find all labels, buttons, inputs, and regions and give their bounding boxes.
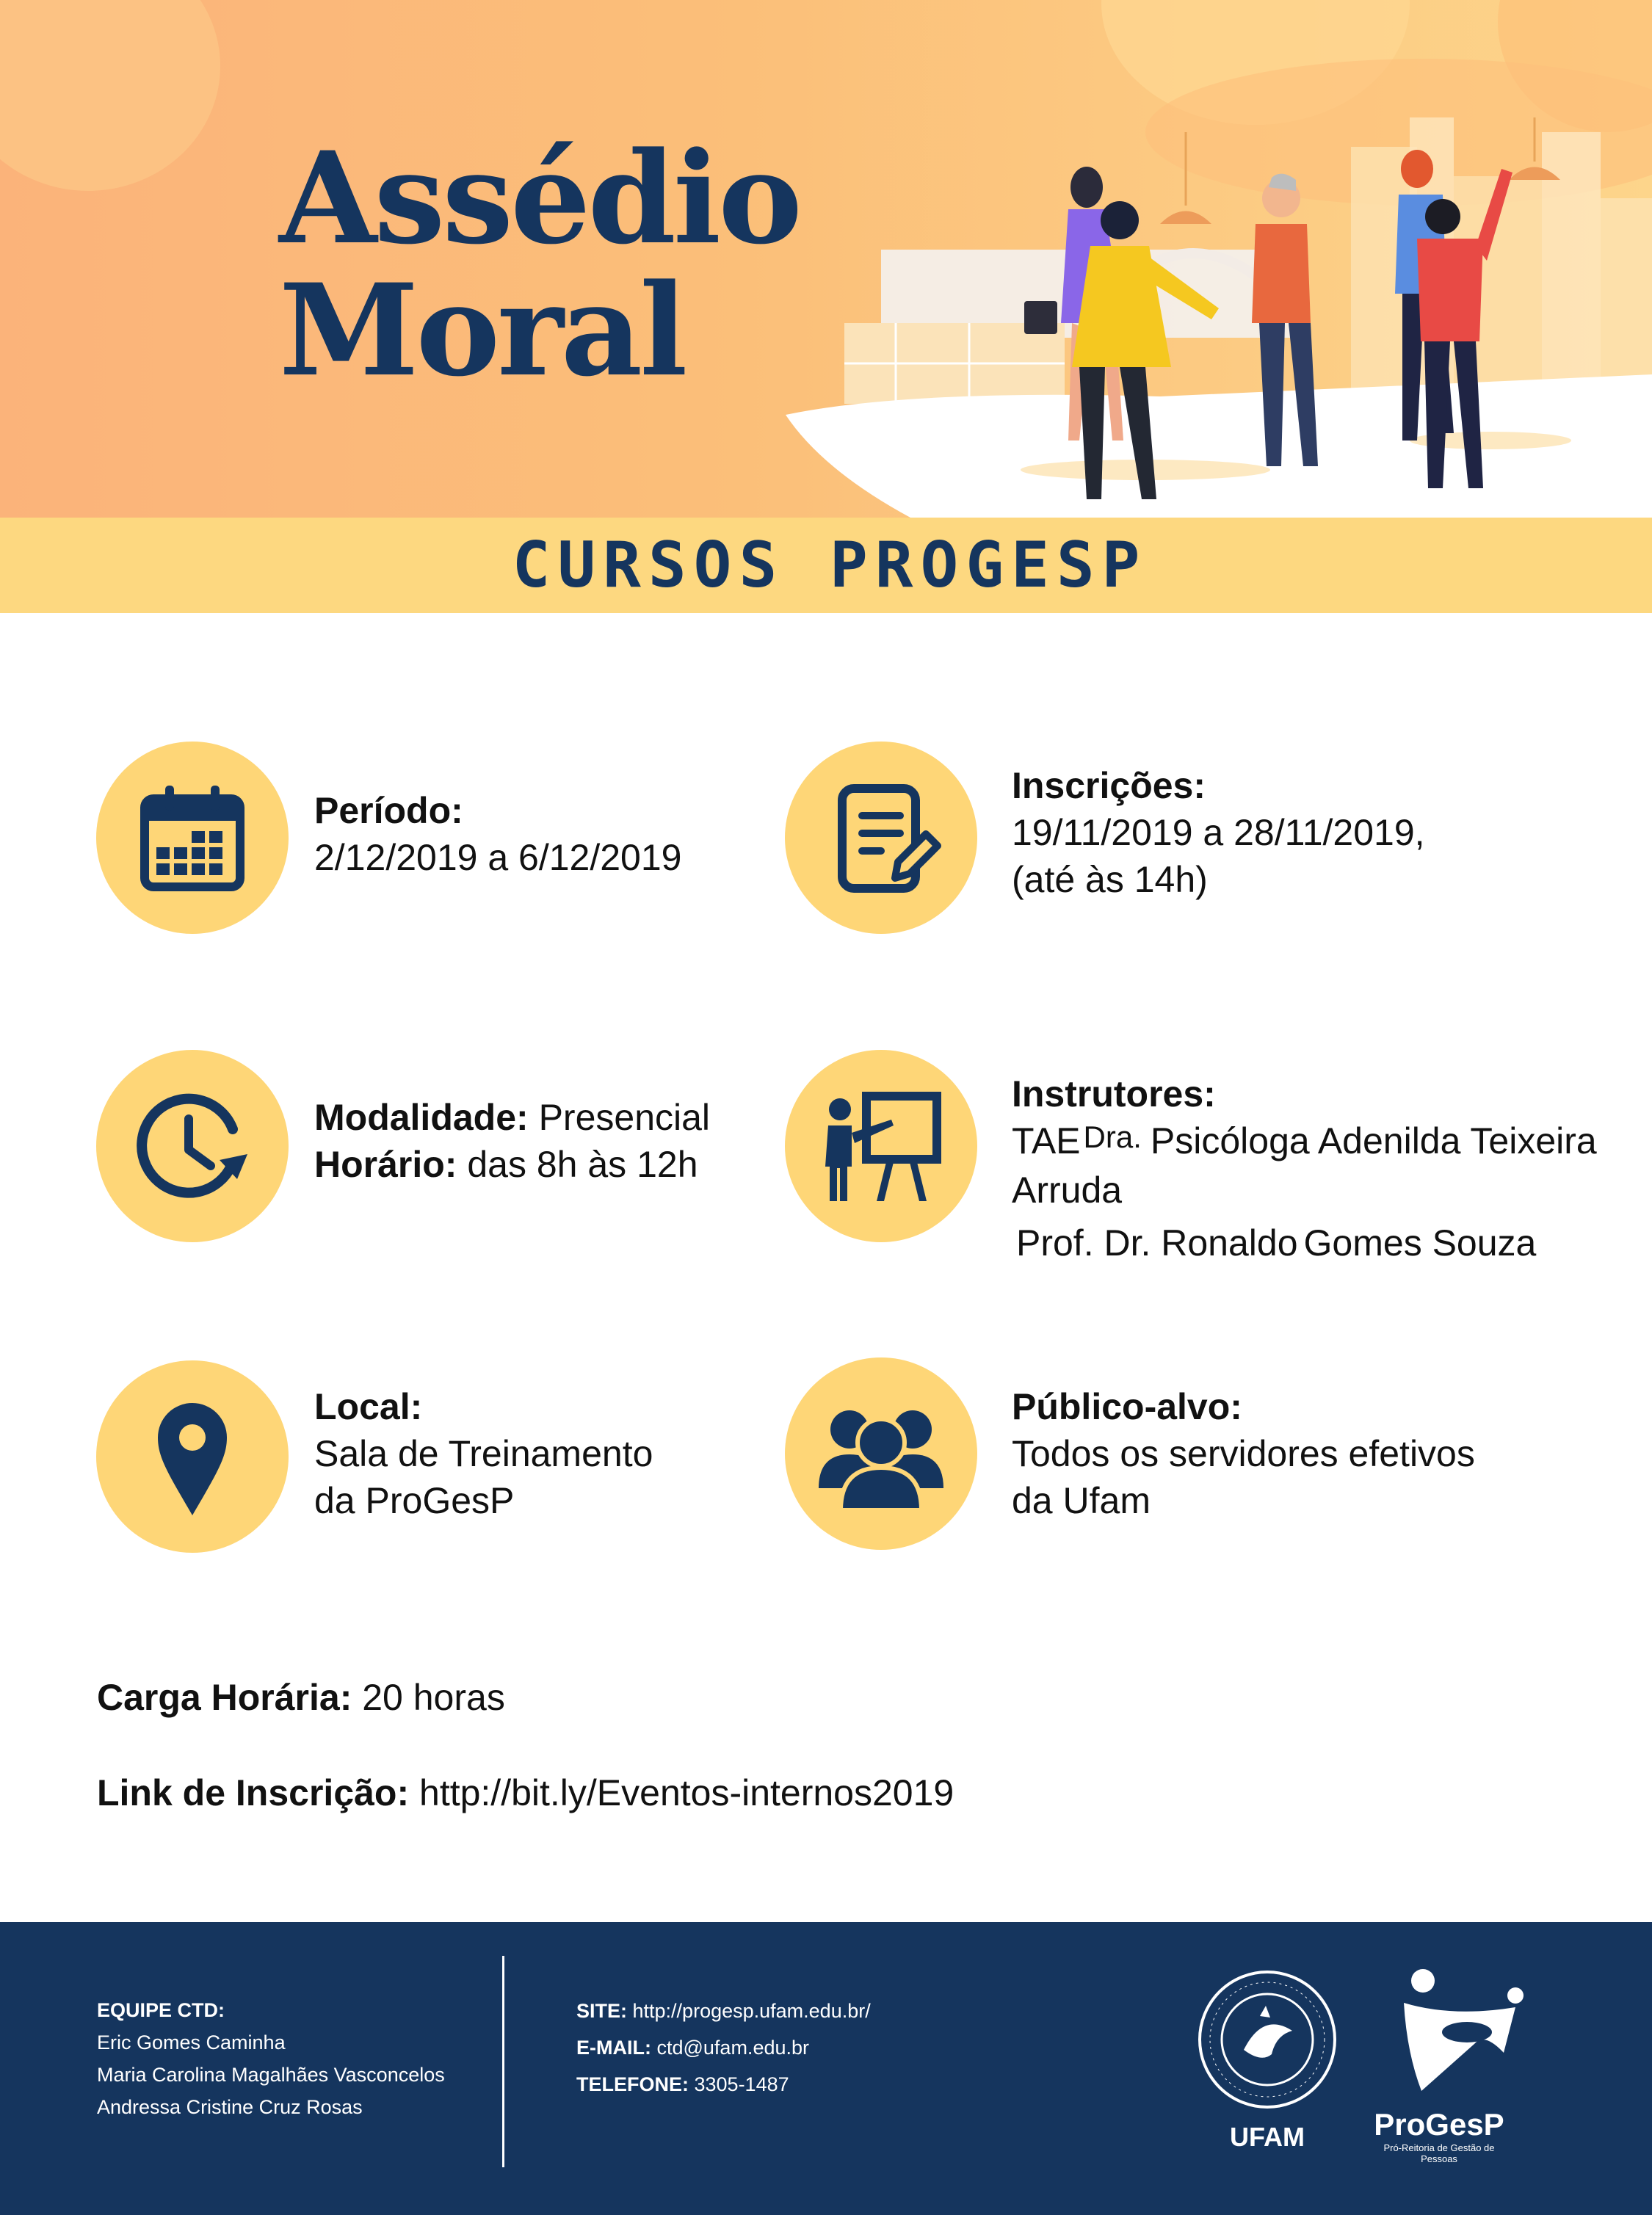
progesp-label: ProGesP [1374, 2107, 1504, 2142]
course-subtitle: CURSOS PROGESP [512, 529, 1148, 602]
decor-circle [0, 0, 220, 191]
team-block [97, 1994, 445, 2123]
instrutor-tae: TAE [1012, 1120, 1081, 1161]
modalidade-block [314, 1094, 710, 1188]
periodo-value: 2/12/2019 a 6/12/2019 [314, 837, 682, 878]
team-member: Eric Gomes Caminha [97, 2031, 286, 2053]
site-label: SITE: [576, 2000, 628, 2022]
page-title [279, 123, 800, 405]
presentation-icon [785, 1050, 977, 1242]
instrutor-prof: Prof. Dr. Ronaldo [1016, 1222, 1298, 1264]
modalidade-label: Modalidade: [314, 1097, 529, 1138]
local-line-2: da ProGesP [314, 1480, 515, 1521]
publico-line-2: da Ufam [1012, 1480, 1151, 1521]
ufam-seal-logo [1195, 1968, 1339, 2111]
email-line [576, 2029, 871, 2066]
instrutor-2-line [1012, 1219, 1597, 1266]
phone-value: 3305-1487 [689, 2073, 789, 2095]
horario-label: Horário: [314, 1144, 457, 1185]
title-line-2: Moral [279, 255, 685, 405]
team-member: Andressa Cristine Cruz Rosas [97, 2096, 363, 2118]
instrutor-1-name: Psicóloga Adenilda Teixeira [1150, 1120, 1597, 1161]
contacts-block [576, 1993, 871, 2103]
inscricoes-label: Inscrições: [1012, 765, 1206, 806]
carga-label: Carga Horária: [97, 1677, 352, 1718]
publico-line-1: Todos os servidores efetivos [1012, 1433, 1475, 1474]
modalidade-value: Presencial [528, 1097, 711, 1138]
inscricoes-block [1012, 762, 1425, 903]
ufam-label: UFAM [1230, 2122, 1305, 2152]
instrutor-dra: Dra. [1083, 1120, 1142, 1154]
link-inscricao [97, 1769, 954, 1816]
link-label: Link de Inscrição: [97, 1772, 410, 1813]
hero-banner [0, 0, 1652, 518]
group-icon [785, 1357, 977, 1550]
email-label: E-MAIL: [576, 2037, 651, 2059]
instrutor-2-name: Gomes Souza [1303, 1222, 1537, 1264]
subtitle-banner [0, 518, 1652, 613]
instrutores-label: Instrutores: [1012, 1073, 1216, 1114]
phone-line [576, 2066, 871, 2103]
instrutor-1-line [1012, 1117, 1597, 1167]
title-line-1: Assédio [279, 123, 800, 272]
team-member: Maria Carolina Magalhães Vasconcelos [97, 2064, 445, 2086]
link-value[interactable]: http://bit.ly/Eventos-internos2019 [409, 1772, 954, 1813]
location-pin-icon [96, 1360, 289, 1553]
progesp-subtitle: Pró-Reitoria de Gestão de Pessoas [1383, 2142, 1495, 2164]
horario-line [314, 1141, 710, 1188]
local-line-1: Sala de Treinamento [314, 1433, 653, 1474]
periodo-label: Período: [314, 790, 463, 831]
progesp-logo [1394, 1965, 1526, 2104]
modalidade-line [314, 1094, 710, 1141]
publico-label: Público-alvo: [1012, 1386, 1242, 1427]
footer [0, 1922, 1652, 2215]
carga-horaria [97, 1674, 505, 1721]
team-title: EQUIPE CTD: [97, 1999, 225, 2021]
people-illustration [778, 88, 1652, 518]
phone-label: TELEFONE: [576, 2073, 689, 2095]
inscricoes-dates: 19/11/2019 a 28/11/2019, [1012, 812, 1425, 853]
instrutor-1-cont: Arruda [1012, 1170, 1123, 1211]
horario-value: das 8h às 12h [457, 1144, 698, 1185]
email-value[interactable]: ctd@ufam.edu.br [651, 2037, 809, 2059]
calendar-icon [96, 742, 289, 934]
inscricoes-deadline: (até às 14h) [1012, 859, 1208, 900]
form-edit-icon [785, 742, 977, 934]
instrutores-block [1012, 1070, 1597, 1266]
clock-icon [96, 1050, 289, 1242]
footer-divider [502, 1956, 504, 2167]
local-label: Local: [314, 1386, 423, 1427]
periodo-block [314, 787, 681, 881]
site-value[interactable]: http://progesp.ufam.edu.br/ [627, 2000, 871, 2022]
carga-value: 20 horas [352, 1677, 505, 1718]
publico-block [1012, 1383, 1475, 1524]
site-line [576, 1993, 871, 2029]
local-block [314, 1383, 653, 1524]
